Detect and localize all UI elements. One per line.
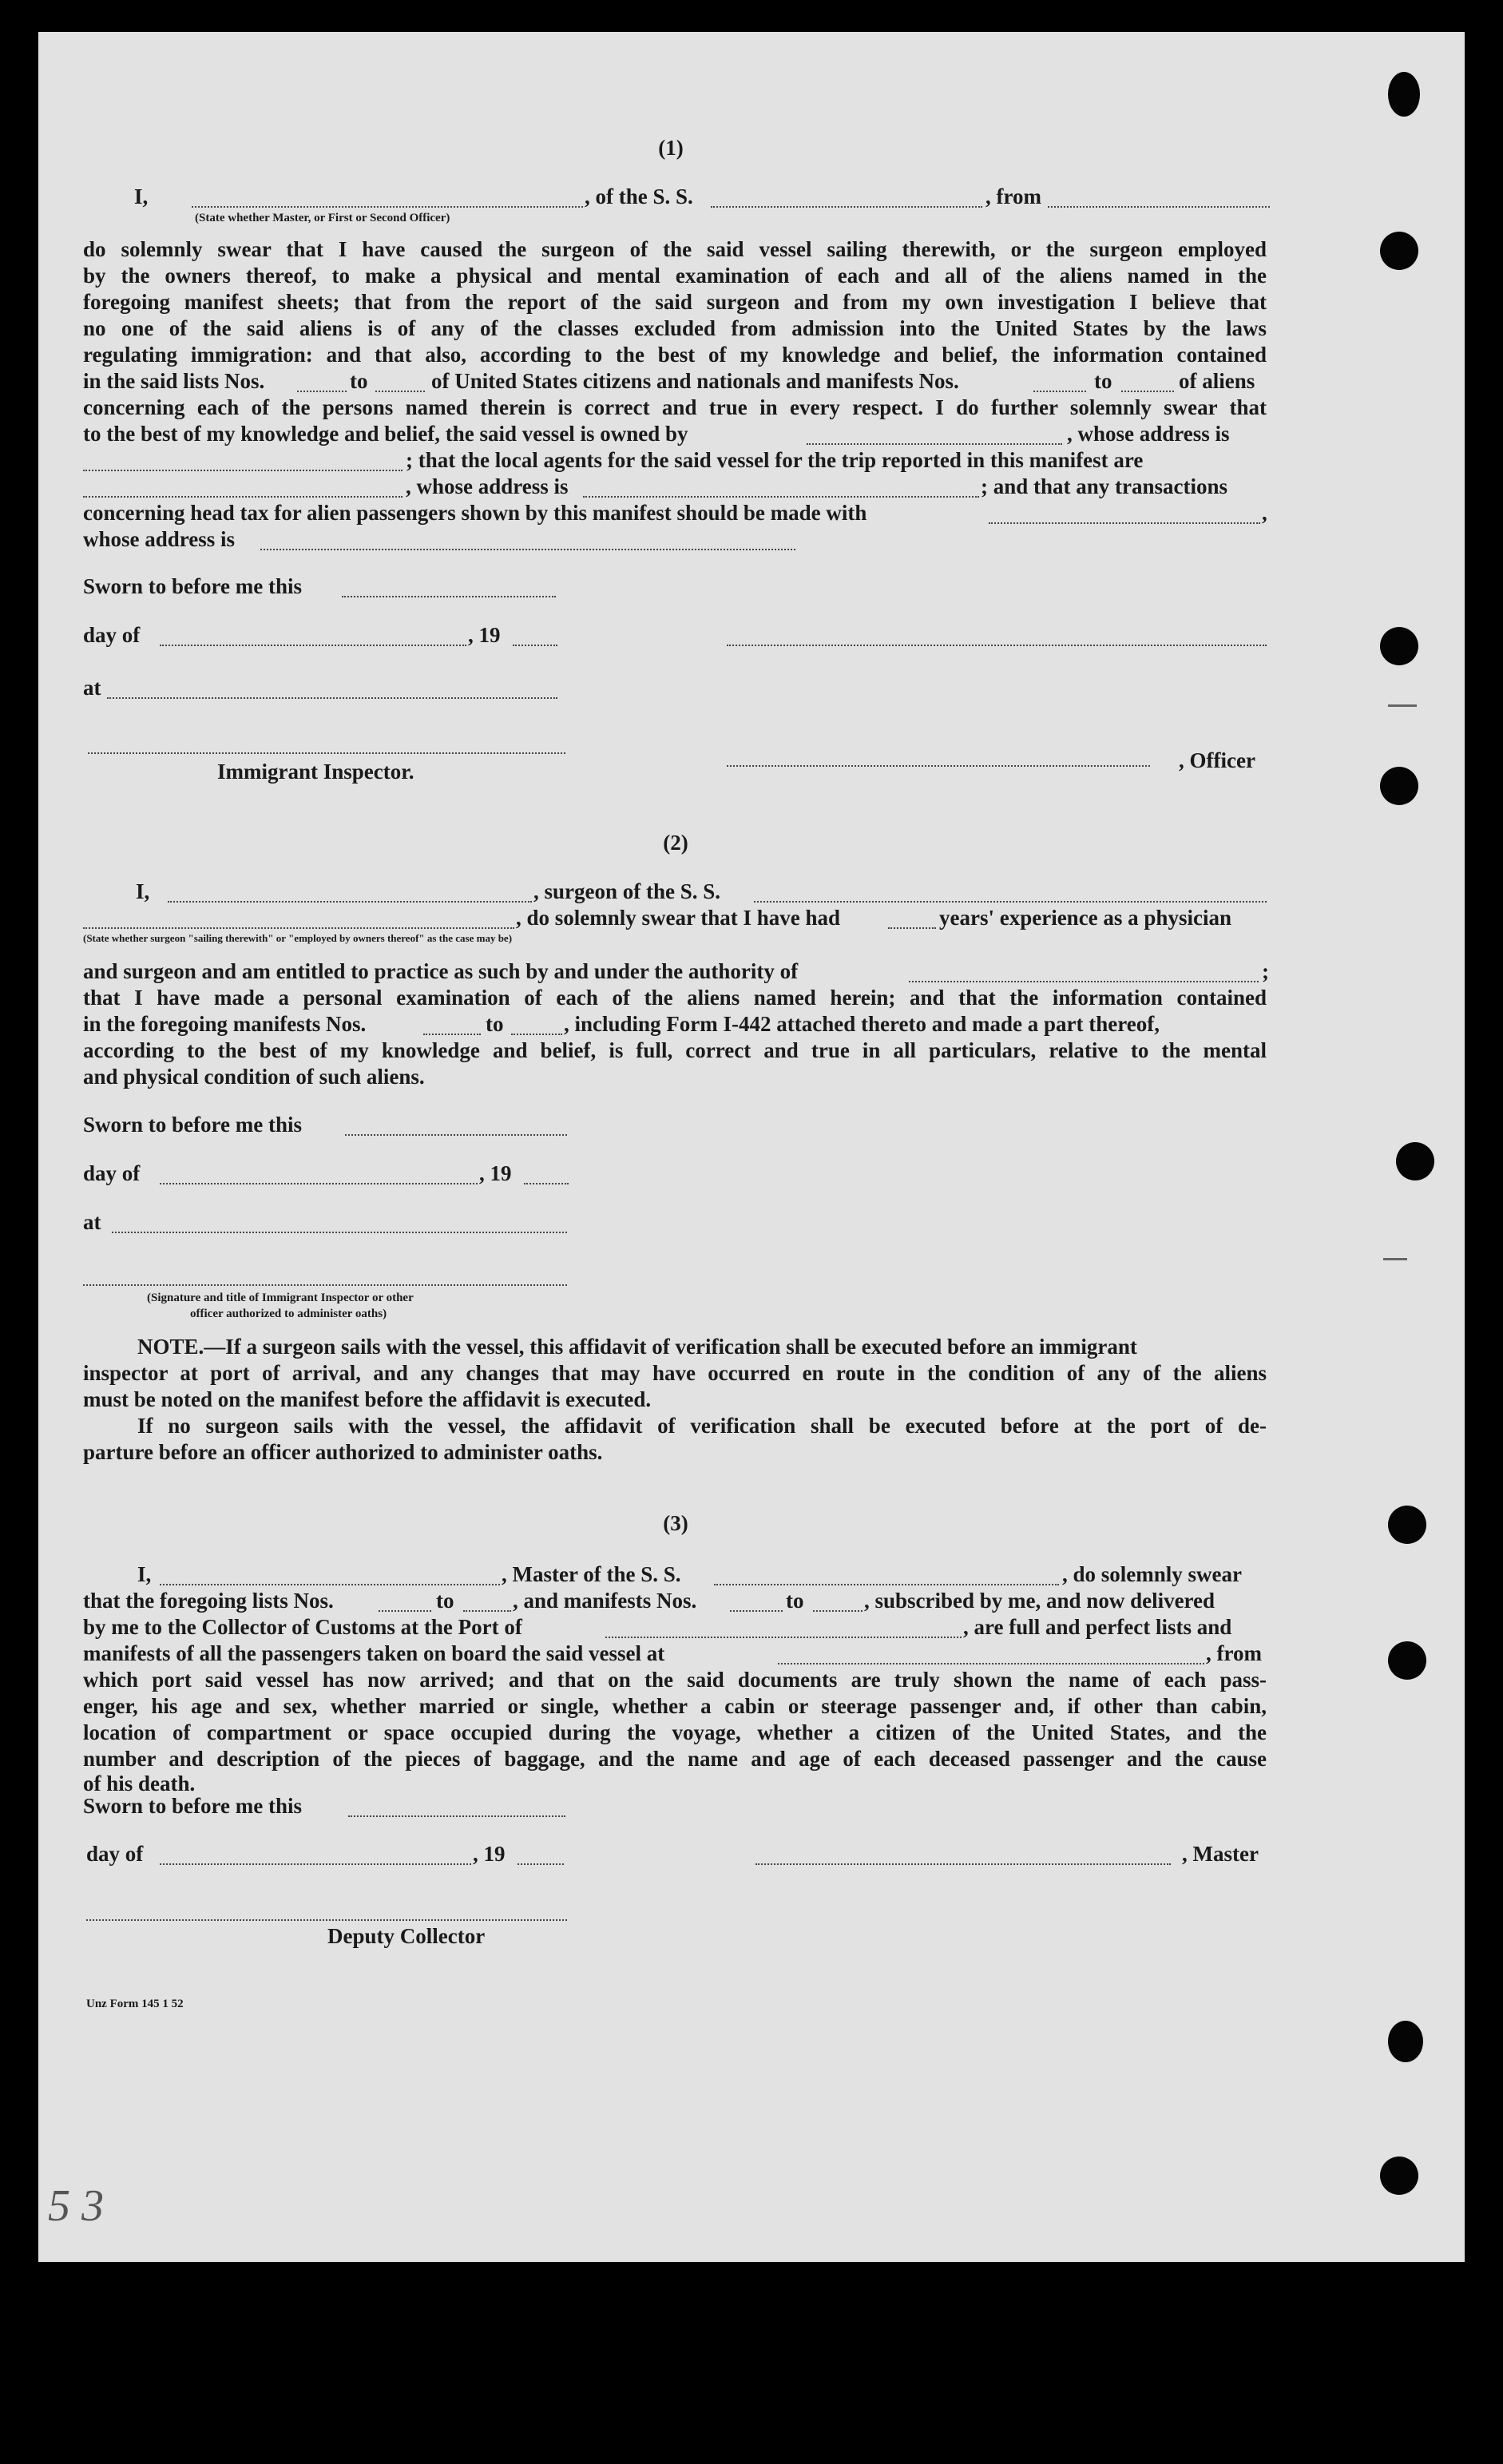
semicolon: ; <box>1262 959 1269 983</box>
year-label: , 19 <box>468 623 501 647</box>
ship-label: , of the S. S. <box>585 185 693 208</box>
board-label: manifests of all the passengers taken on board the said vessel at <box>83 1641 665 1665</box>
note-line: If no surgeon sails with the vessel, the affidavit of verification shall be executed before at the port of de- <box>137 1414 1267 1438</box>
punch-hole <box>1380 767 1418 805</box>
at-field[interactable] <box>112 1232 567 1233</box>
to-label: to <box>1094 369 1112 393</box>
to-label: to <box>350 369 368 393</box>
master-signature-field[interactable] <box>755 1863 1171 1865</box>
punch-hole <box>1388 72 1420 117</box>
address-label: whose address is <box>83 527 236 551</box>
s2-text-line: that I have made a personal examination of each of the aliens named herein; and that the information contained <box>83 986 1267 1010</box>
agents-field[interactable] <box>83 496 403 498</box>
note-line: parture before an officer authorized to administer oaths. <box>83 1440 603 1464</box>
list-from-field[interactable] <box>379 1610 431 1612</box>
to-label: to <box>786 1589 804 1613</box>
inspector-label: Immigrant Inspector. <box>217 760 414 784</box>
port-field[interactable] <box>605 1637 962 1638</box>
head-tax-address-field[interactable] <box>260 549 795 550</box>
officer-signature-field[interactable] <box>727 645 1267 646</box>
officer-note: (State whether Master, or First or Second Officer) <box>195 212 450 224</box>
note-line: inspector at port of arrival, and any changes that may have occurred en route in the condition of any of the aliens <box>83 1361 1267 1385</box>
master-name-field[interactable] <box>160 1584 500 1585</box>
to-label: to <box>486 1012 504 1036</box>
day-of-label: day of <box>83 1161 141 1185</box>
form-number: Unz Form 145 1 52 <box>86 1998 184 2010</box>
owner-field[interactable] <box>807 443 1062 445</box>
port-label: by me to the Collector of Customs at the Port of <box>83 1615 522 1639</box>
section-3-number: (3) <box>663 1511 688 1535</box>
master-ship-label: , Master of the S. S. <box>502 1562 681 1586</box>
s1-text-line: do solemnly swear that I have caused the surgeon of the said vessel sailing therewith, or the surgeon employed <box>83 237 1267 261</box>
s3-text-line: which port said vessel has now arrived; and that on the said documents are truly shown the name of each pass- <box>83 1668 1267 1692</box>
from-field[interactable] <box>1048 206 1270 208</box>
at-label: at <box>83 1210 101 1234</box>
s1-text-line: regulating immigration: and that also, according to the best of my knowledge and belief, the information contained <box>83 343 1267 367</box>
inspector-signature-field[interactable] <box>88 752 565 754</box>
s3-text-line: enger, his age and sex, whether married or single, whether a cabin or steerage passenger and, if other than cabin, <box>83 1694 1267 1718</box>
lists-label: in the said lists Nos. <box>83 369 265 393</box>
deputy-label: Deputy Collector <box>327 1924 486 1948</box>
manifest-from-field[interactable] <box>423 1034 481 1035</box>
s3-text-line: location of compartment or space occupied during the voyage, whether a citizen of the United States, and the <box>83 1720 1267 1744</box>
master-label: , Master <box>1182 1842 1259 1866</box>
delivered-label: , subscribed by me, and now delivered <box>864 1589 1215 1613</box>
transactions-label: ; and that any transactions <box>981 474 1228 498</box>
note-line: NOTE.—If a surgeon sails with the vessel, this affidavit of verification shall be executed before an immigrant <box>137 1335 1137 1359</box>
owned-label: to the best of my knowledge and belief, the said vessel is owned by <box>83 422 688 446</box>
day-of-field[interactable] <box>160 1863 471 1865</box>
surgeon-type-field[interactable] <box>83 927 514 929</box>
s2-text-line: and physical condition of such aliens. <box>83 1065 425 1089</box>
year-field[interactable] <box>524 1183 569 1184</box>
s3-text-line: of his death. <box>83 1772 196 1795</box>
punch-hole <box>1380 2156 1418 2195</box>
ship-name-field[interactable] <box>711 206 982 208</box>
board-port-field[interactable] <box>778 1663 1204 1664</box>
master-ship-field[interactable] <box>714 1584 1059 1585</box>
citizens-label: of United States citizens and nationals and manifests Nos. <box>431 369 959 393</box>
s3-text-line: number and description of the pieces of baggage, and the name and age of each deceased passenger and the cause <box>83 1747 1267 1771</box>
day-of-field[interactable] <box>160 1183 478 1184</box>
list-to-field[interactable] <box>375 391 425 392</box>
head-tax-field[interactable] <box>989 522 1260 524</box>
from-label: , from <box>985 185 1041 208</box>
lists-label: that the foregoing lists Nos. <box>83 1589 334 1613</box>
section-2-number: (2) <box>663 831 688 855</box>
section-1-number: (1) <box>658 136 684 160</box>
surgeon-name-field[interactable] <box>168 901 532 903</box>
deputy-signature-field[interactable] <box>86 1919 567 1921</box>
surgeon-note: (State whether surgeon "sailing therewith" or "employed by owners thereof" as the case may be) <box>83 932 513 944</box>
sworn-label: Sworn to before me this <box>83 1794 302 1818</box>
punch-hole <box>1388 1641 1426 1680</box>
sworn-field[interactable] <box>345 1134 567 1136</box>
surgeon-ship-label: , surgeon of the S. S. <box>533 879 721 903</box>
address-label: , whose address is <box>1067 422 1230 446</box>
manifest-to-field[interactable] <box>511 1034 562 1035</box>
inspector-signature-field[interactable] <box>83 1284 567 1286</box>
surgeon-ship-field[interactable] <box>754 901 1267 903</box>
list-to-field[interactable] <box>463 1610 511 1612</box>
from-label: , from <box>1206 1641 1262 1665</box>
swear-label: , do solemnly swear <box>1062 1562 1242 1586</box>
s1-text-line: foregoing manifest sheets; that from the report of the said surgeon and from my own investigation I believe that <box>83 290 1267 314</box>
sworn-label: Sworn to before me this <box>83 1113 302 1137</box>
edge-mark <box>1383 1258 1407 1260</box>
punch-hole <box>1388 2021 1423 2062</box>
officer-label: , Officer <box>1179 748 1255 772</box>
manifest-from-field[interactable] <box>1033 391 1086 392</box>
experience-label: , do solemnly swear that I have had <box>516 906 841 930</box>
manifests-label: , and manifests Nos. <box>513 1589 697 1613</box>
punch-hole <box>1380 232 1418 270</box>
agents-label: ; that the local agents for the said vessel for the trip reported in this manifest are <box>406 448 1144 472</box>
year-field[interactable] <box>513 645 557 646</box>
aliens-label: of aliens <box>1179 369 1255 393</box>
authority-field[interactable] <box>909 981 1259 982</box>
punch-hole <box>1380 627 1418 665</box>
s2-text-line: according to the best of my knowledge and belief, is full, correct and true in all particulars, relative to the mental <box>83 1038 1267 1062</box>
head-tax-label: concerning head tax for alien passengers shown by this manifest should be made with <box>83 501 867 525</box>
note-line: must be noted on the manifest before the affidavit is executed. <box>83 1387 652 1411</box>
manifest-to-field[interactable] <box>1121 391 1174 392</box>
day-of-label: day of <box>86 1842 144 1866</box>
comma: , <box>1262 501 1267 525</box>
to-label: to <box>436 1589 454 1613</box>
sworn-label: Sworn to before me this <box>83 574 302 598</box>
sworn-field[interactable] <box>348 1815 565 1817</box>
years-field[interactable] <box>888 927 936 929</box>
i-label: I, <box>136 879 150 903</box>
form-label: , including Form I-442 attached thereto and made a part thereof, <box>564 1012 1160 1036</box>
agents-address-field[interactable] <box>583 496 979 498</box>
year-field[interactable] <box>518 1863 564 1865</box>
manifest-from-field[interactable] <box>730 1610 783 1612</box>
punch-hole <box>1396 1142 1434 1180</box>
handwritten-mark: 5 3 <box>48 2181 104 2231</box>
s1-text-line: concerning each of the persons named therein is correct and true in every respect. I do further solemnly swear that <box>83 395 1267 419</box>
list-from-field[interactable] <box>297 391 347 392</box>
manifest-to-field[interactable] <box>813 1610 863 1612</box>
s1-text-line: no one of the said aliens is of any of the classes excluded from admission into the United States by the laws <box>83 316 1267 340</box>
year-label: , 19 <box>473 1842 506 1866</box>
i-label: I, <box>134 185 149 208</box>
authority-label: and surgeon and am entitled to practice as such by and under the authority of <box>83 959 799 983</box>
at-label: at <box>83 676 101 700</box>
day-of-label: day of <box>83 623 141 647</box>
perfect-lists-label: , are full and perfect lists and <box>963 1615 1232 1639</box>
edge-mark <box>1388 704 1417 707</box>
signature-note: (Signature and title of Immigrant Inspector or other <box>147 1292 414 1304</box>
officer-name-field[interactable] <box>192 206 583 208</box>
address-label: , whose address is <box>406 474 569 498</box>
manifests-label: in the foregoing manifests Nos. <box>83 1012 367 1036</box>
sworn-field[interactable] <box>342 596 556 597</box>
punch-hole <box>1388 1506 1426 1544</box>
officer-title-field[interactable] <box>727 765 1150 767</box>
day-of-field[interactable] <box>160 645 466 646</box>
i-label: I, <box>137 1562 152 1586</box>
year-label: , 19 <box>479 1161 512 1185</box>
signature-note: officer authorized to administer oaths) <box>190 1307 387 1320</box>
physician-label: years' experience as a physician <box>939 906 1231 930</box>
s1-text-line: by the owners thereof, to make a physical and mental examination of each and all of the aliens named in the <box>83 264 1267 288</box>
owner-address-field[interactable] <box>83 470 403 471</box>
at-field[interactable] <box>107 697 557 699</box>
